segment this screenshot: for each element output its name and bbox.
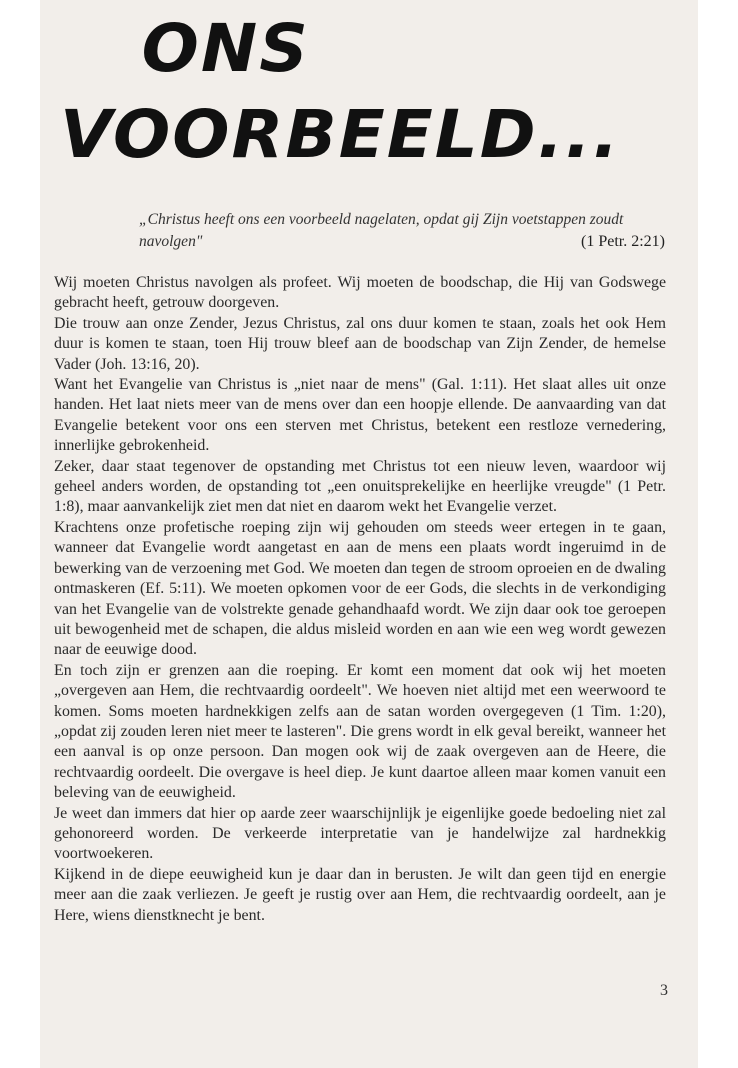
quote-reference: (1 Petr. 2:21)	[581, 233, 665, 250]
paragraph: Je weet dan immers dat hier op aarde zeer waarschijnlijk je eigenlijke goede bedoeling niet zal gehonoreerd worden. De verkeerde interpretatie van je handelwijze zal hardnekkig voortwoekeren.	[54, 804, 666, 863]
title-line-1: ONS	[141, 10, 310, 87]
title-line-2: VOORBEELD...	[60, 96, 621, 173]
paragraph: Kijkend in de diepe eeuwigheid kun je daar dan in berusten. Je wilt dan geen tijd en energie meer aan die zaak verliezen. Je geeft je rustig over aan Hem, die rechtvaardig oordeelt, aan je Here, wiens dienstknecht je bent.	[54, 865, 666, 924]
page-number: 3	[660, 982, 668, 999]
page-title	[60, 6, 620, 178]
paragraph: Want het Evangelie van Christus is „niet naar de mens" (Gal. 1:11). Het slaat alles uit onze handen. Het laat niets meer van de mens over dan een hoopje ellende. De aanvaarding van dat Evangelie betekent voor ons een sterven met Christus, betekent een restloze vernedering, innerlijke gebrokenheid.	[54, 376, 666, 455]
page	[40, 0, 698, 1068]
paragraph: Die trouw aan onze Zender, Jezus Christus, zal ons duur komen te staan, zoals het ook Hem duur is komen te staan, toen Hij trouw bleef aan de boodschap van Zijn Zender, de hemelse Vader (Joh. 13:16, 20).	[54, 314, 666, 373]
paragraph: En toch zijn er grenzen aan die roeping. Er komt een moment dat ook wij het moeten „overgeven aan Hem, die rechtvaardig oordeelt". We hoeven niet altijd met een weerwoord te komen. Soms moeten hardnekkigen zelfs aan de satan worden overgegeven (1 Tim. 1:20), „opdat zij zouden leren niet meer te lasteren". Die grens wordt in elk geval bereikt, wanneer het een aanval is op onze persoon. Dan mogen ook wij de zaak overgeven aan de Heere, die rechtvaardig oordeelt. Die overgave is heel diep. Je kunt daartoe alleen maar komen vanuit een beleving van de eeuwigheid.	[54, 661, 666, 802]
paragraph: Zeker, daar staat tegenover de opstanding met Christus tot een nieuw leven, waardoor wij geheel anders worden, de opstanding tot „een onuitsprekelijke en heerlijke vreugde" (1 Petr. 1:8), maar aanvankelijk ziet men dat niet en daarom wekt het Evangelie verzet.	[54, 457, 666, 516]
body-text	[54, 273, 666, 926]
paragraph: Wij moeten Christus navolgen als profeet. Wij moeten de boodschap, die Hij van Godswege gebracht heeft, getrouw doorgeven.	[54, 274, 666, 312]
epigraph-quote	[139, 209, 665, 253]
quote-text: „Christus heeft ons een voorbeeld nagelaten, opdat gij Zijn voetstappen zoudt navolgen"	[139, 211, 624, 250]
paragraph: Krachtens onze profetische roeping zijn wij gehouden om steeds weer ertegen in te gaan, wanneer dat Evangelie wordt aangetast en aan de mens een plaats wordt ingeruimd in de bewerking van de verzoening met God. We moeten dan tegen de stroom oproeien en de dwaling ontmaskeren (Ef. 5:11). We moeten opkomen voor de eer Gods, die slechts in de verkondiging van het Evangelie van de volstrekte genade gehandhaafd wordt. We zijn daar ook toe geroepen uit bewogenheid met de schapen, die aldus misleid worden en aan wie een weg wordt gewezen naar de eeuwige dood.	[54, 518, 666, 659]
